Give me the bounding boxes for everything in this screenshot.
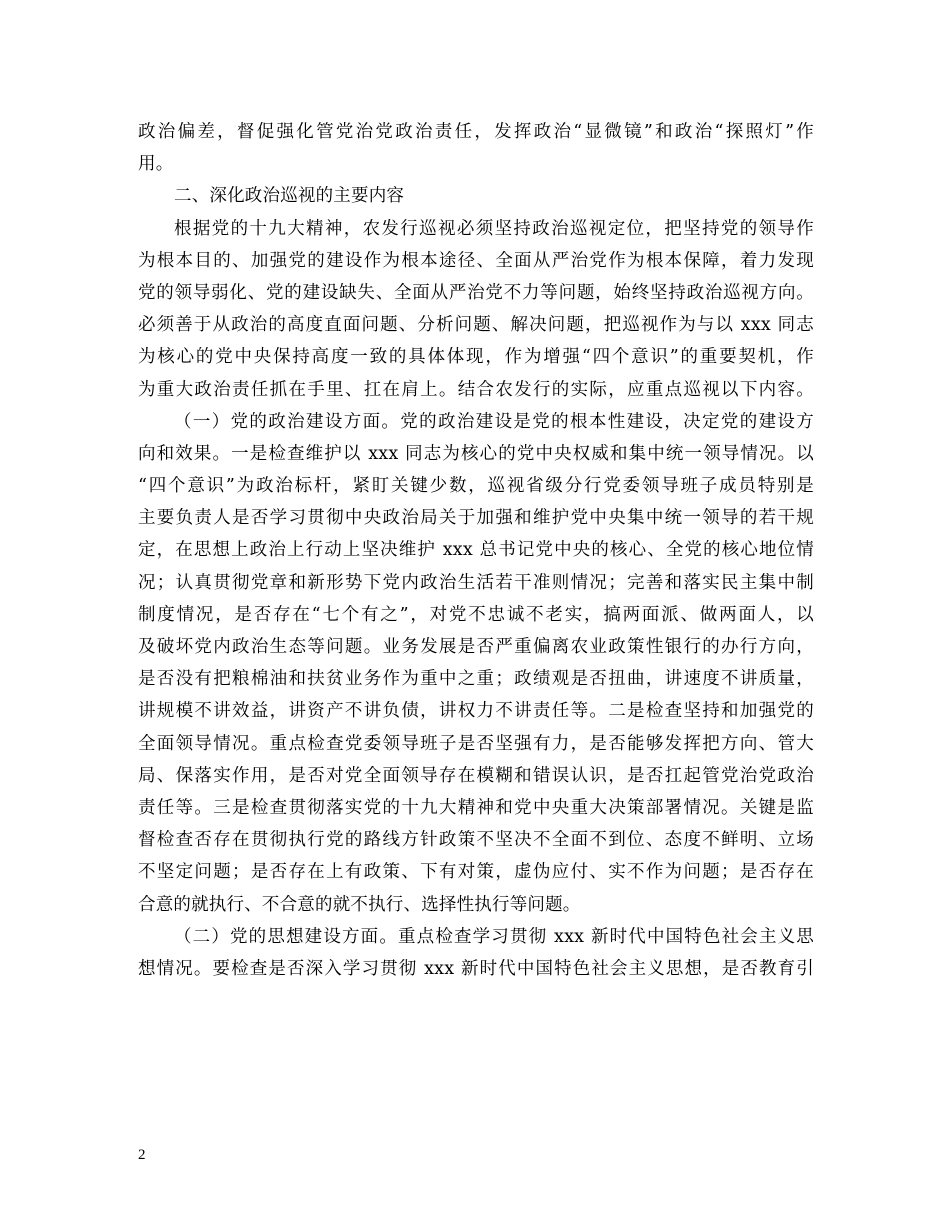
text-line: 向和效果。一是检查维护以 xxx 同志为核心的党中央权威和集中统一领导情况。以 (138, 443, 814, 464)
text-line: 根据党的十九大精神，农发行巡视必须坚持政治巡视定位，把坚持党的领导作 (174, 218, 814, 239)
text-line: 为核心的党中央保持高度一致的具体体现，作为增强“四个意识”的重要契机，作 (138, 347, 814, 368)
text-line: 讲规模不讲效益，讲资产不讲负债，讲权力不讲责任等。二是检查坚持和加强党的 (138, 701, 814, 722)
text-line: 想情况。要检查是否深入学习贯彻 xxx 新时代中国特色社会主义思想，是否教育引 (138, 958, 814, 979)
text-line: 局、保落实作用，是否对党全面领导存在模糊和错误认识，是否扛起管党治党政治 (138, 765, 814, 786)
text-line: 况；认真贯彻党章和新形势下党内政治生活若干准则情况；完善和落实民主集中制 (138, 572, 814, 593)
text-line: 及破坏党内政治生态等问题。业务发展是否严重偏离农业政策性银行的办行方向， (138, 637, 814, 657)
text-line: 为根本目的、加强党的建设作为根本途径、全面从严治党作为根本保障，着力发现 (138, 250, 814, 271)
text-line: 定，在思想上政治上行动上坚决维护 xxx 总书记党中央的核心、全党的核心地位情 (138, 540, 814, 561)
text-line: 为重大政治责任抓在手里、扛在肩上。结合农发行的实际，应重点巡视以下内容。 (138, 379, 814, 400)
text-line: 全面领导情况。重点检查党委领导班子是否坚强有力，是否能够发挥把方向、管大 (138, 733, 814, 754)
text-line: 用。 (138, 154, 174, 175)
text-line: 政治偏差，督促强化管党治党政治责任，发挥政治“显微镜”和政治“探照灯”作 (138, 122, 814, 142)
document-body (138, 116, 814, 985)
page-number: 2 (138, 1147, 146, 1163)
text-line: 必须善于从政治的高度直面问题、分析问题、解决问题，把巡视作为与以 xxx 同志 (138, 315, 814, 336)
text-line: 党的领导弱化、党的建设缺失、全面从严治党不力等问题，始终坚持政治巡视方向。 (138, 282, 814, 303)
text-line: 责任等。三是检查贯彻落实党的十九大精神和党中央重大决策部署情况。关键是监 (138, 797, 814, 818)
text-line: 不坚定问题；是否存在上有政策、下有对策，虚伪应付、实不作为问题；是否存在 (138, 862, 814, 883)
text-line: （一）党的政治建设方面。党的政治建设是党的根本性建设，决定党的建设方 (174, 411, 814, 432)
text-line: 主要负责人是否学习贯彻中央政治局关于加强和维护党中央集中统一领导的若干规 (138, 508, 814, 529)
text-line: “四个意识”为政治标杆，紧盯关键少数，巡视省级分行党委领导班子成员特别是 (138, 476, 814, 497)
text-line: 督检查否存在贯彻执行党的路线方针政策不坚决不全面不到位、态度不鲜明、立场 (138, 830, 814, 851)
text-line: 合意的就执行、不合意的就不执行、选择性执行等问题。 (138, 894, 581, 915)
text-line: 是否没有把粮棉油和扶贫业务作为重中之重；政绩观是否扭曲，讲速度不讲质量， (138, 669, 814, 690)
text-line: 二、深化政治巡视的主要内容 (174, 186, 405, 207)
text-line: 制度情况，是否存在“七个有之”，对党不忠诚不老实，搞两面派、做两面人，以 (138, 604, 814, 625)
text-line: （二）党的思想建设方面。重点检查学习贯彻 xxx 新时代中国特色社会主义思 (174, 926, 814, 947)
